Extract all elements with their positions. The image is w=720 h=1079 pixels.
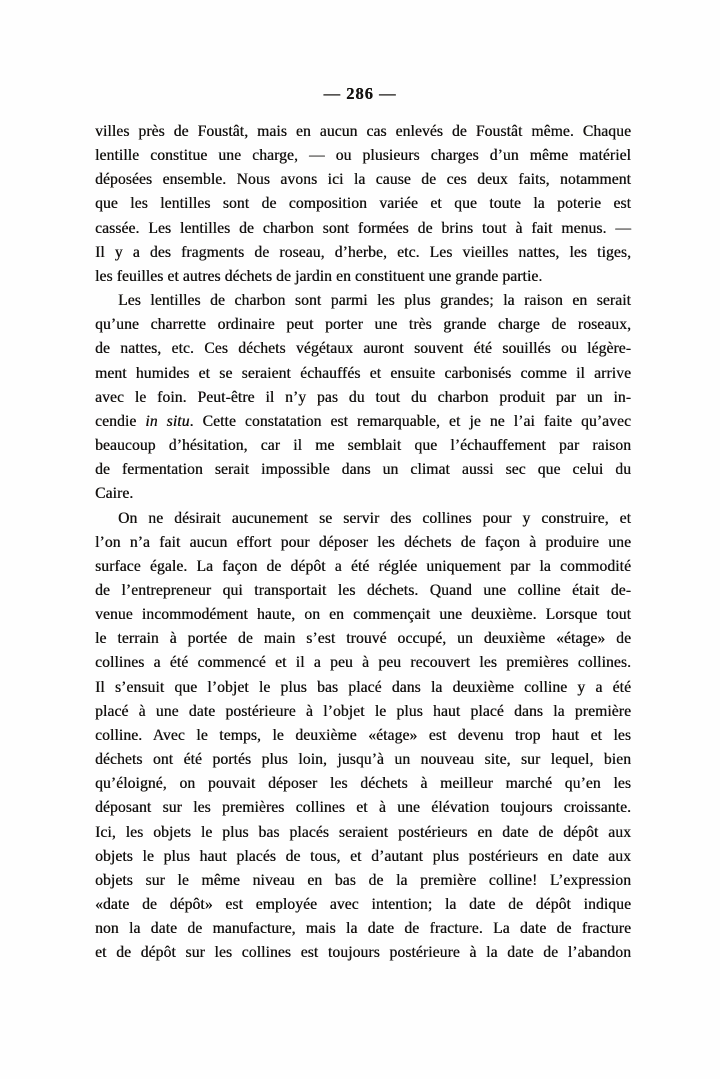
text-line: surface égale. La façon de dépôt a été réglée uniquement par la commodité: [95, 557, 631, 575]
text-line: de l’entrepreneur qui transportait les déchets. Quand une colline était de-: [95, 581, 631, 599]
text-line: Caire.: [95, 485, 134, 503]
text-line: Il s’ensuit que l’objet le plus bas placé dans la deuxième colline y a été: [95, 678, 631, 696]
text-line: que les lentilles sont de composition variée et que toute la poterie est: [95, 195, 631, 213]
text-line: déchets ont été portés plus loin, jusqu’à un nouveau site, sur lequel, bien: [95, 751, 631, 769]
text-line: Les lentilles de charbon sont parmi les plus grandes; la raison en serait: [118, 292, 631, 310]
text-line: et de dépôt sur les collines est toujours postérieure à la date de l’abandon: [95, 944, 631, 962]
text-line: ment humides et se seraient échauffés et ensuite carbonisés comme il arrive: [95, 364, 631, 382]
text-line: le terrain à portée de main s’est trouvé occupé, un deuxième «étage» de: [95, 630, 631, 648]
text-line: qu’éloigné, on pouvait déposer les déchets à meilleur marché qu’en les: [95, 775, 631, 793]
text-line: qu’une charrette ordinaire peut porter une très grande charge de roseaux,: [95, 316, 631, 334]
text-line: cassée. Les lentilles de charbon sont formées de brins tout à fait menus. —: [95, 219, 631, 237]
text-line: placé à une date postérieure à l’objet le plus haut placé dans la première: [95, 702, 631, 720]
text-line: déposant sur les premières collines et à une élévation toujours croissante.: [95, 799, 631, 817]
text-line: On ne désirait aucunement se servir des collines pour y construire, et: [118, 509, 631, 527]
text-line: de fermentation serait impossible dans un climat aussi sec que celui du: [95, 461, 631, 479]
text-line: déposées ensemble. Nous avons ici la cause de ces deux faits, notamment: [95, 171, 631, 189]
text-line: cendie in situ. Cette constatation est remarquable, et je ne l’ai faite qu’avec: [95, 412, 631, 430]
text-line: objets sur le même niveau en bas de la première colline! L’expression: [95, 871, 631, 889]
text-line: colline. Avec le temps, le deuxième «étage» est devenu trop haut et les: [95, 726, 631, 744]
text-line: Ici, les objets le plus bas placés seraient postérieurs en date de dépôt aux: [95, 823, 631, 841]
text-line: l’on n’a fait aucun effort pour déposer les déchets de façon à produire une: [95, 533, 631, 551]
text-line: «date de dépôt» est employée avec intention; la date de dépôt indique: [95, 896, 631, 913]
text-line: beaucoup d’hésitation, car il me semblait que l’échauffement par raison: [95, 437, 631, 455]
text-line: collines a été commencé et il a peu à peu recouvert les premières collines.: [95, 654, 631, 672]
text-line: venue incommodément haute, on en commençait une deuxième. Lorsque tout: [95, 606, 631, 624]
text-line: les feuilles et autres déchets de jardin en constituent une grande partie.: [95, 267, 543, 285]
text-line: villes près de Foustât, mais en aucun cas enlevés de Foustât même. Chaque: [95, 123, 631, 140]
page-number: — 286 —: [323, 84, 397, 103]
text-line: lentille constitue une charge, — ou plusieurs charges d’un même matériel: [95, 147, 631, 165]
page-text: [95, 120, 631, 965]
text-line: Il y a des fragments de roseau, d’herbe, etc. Les vieilles nattes, les tiges,: [95, 243, 631, 261]
text-line: objets le plus haut placés de tous, et d’autant plus postérieurs en date aux: [95, 847, 631, 865]
text-line: non la date de manufacture, mais la date de fracture. La date de fracture: [95, 920, 631, 938]
text-line: avec le foin. Peut-être il n’y pas du tout du charbon produit par un in-: [95, 388, 631, 406]
text-line: de nattes, etc. Ces déchets végétaux auront souvent été souillés ou légère-: [95, 340, 631, 358]
